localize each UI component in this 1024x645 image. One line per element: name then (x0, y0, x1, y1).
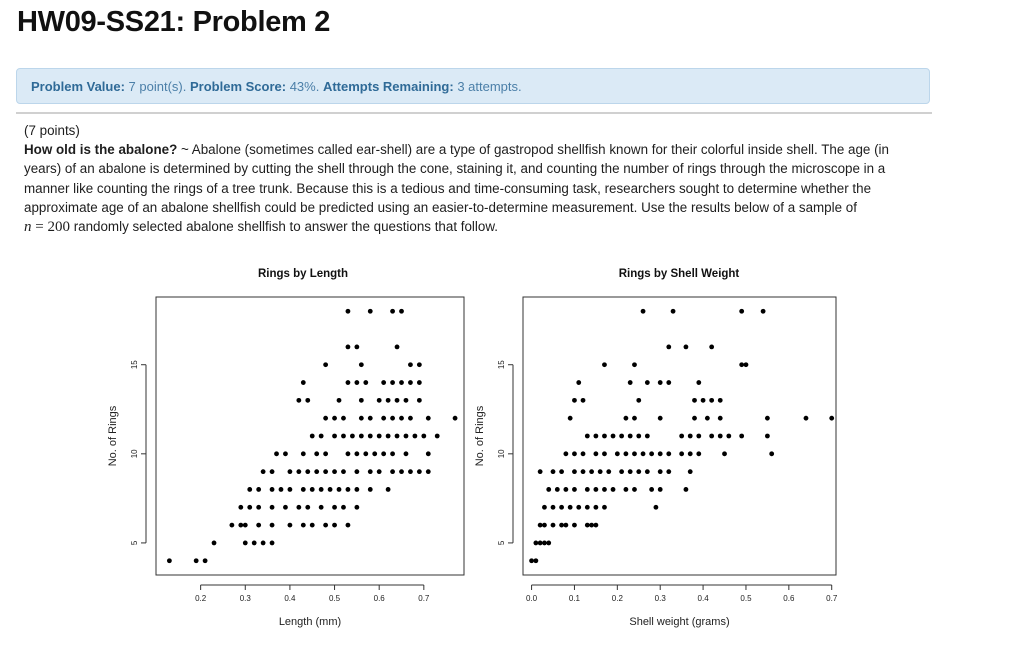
plot2-data-point (632, 362, 637, 367)
plot2-data-point (744, 362, 749, 367)
plot2-data-point (658, 451, 663, 456)
plot2-data-point (581, 451, 586, 456)
plot2-data-point (701, 398, 706, 403)
problem-score: 43%. (289, 78, 320, 94)
plot2-data-point (598, 469, 603, 474)
divider (16, 112, 932, 114)
plot1-data-point (395, 344, 400, 349)
plot2-y-tick-label: 15 (497, 360, 506, 370)
plot1-data-point (323, 416, 328, 421)
plot2-data-point (585, 523, 590, 528)
plot1-data-point (408, 362, 413, 367)
plot1-data-point (354, 451, 359, 456)
plot1-data-point (288, 469, 293, 474)
plot2-data-point (709, 344, 714, 349)
plot1-data-point (346, 309, 351, 314)
plot1-data-point (301, 380, 306, 385)
plot2-data-point (632, 451, 637, 456)
plot1-data-point (395, 434, 400, 439)
plot1-data-point (194, 558, 199, 563)
plot2-data-point (546, 487, 551, 492)
plot2-data-point (611, 487, 616, 492)
plot1-data-point (354, 469, 359, 474)
plot1-data-point (417, 469, 422, 474)
plot2-data-point (688, 469, 693, 474)
plot1-data-point (346, 487, 351, 492)
plot1-x-tick-label: 0.5 (328, 594, 341, 603)
plot1-data-point (270, 523, 275, 528)
problem-body: ~ Abalone (sometimes called ear-shell) are a type of gastropod shellfish known for their colorful inside shell. The age (in years) of an abalone is determined by cutting the shell through the cone, staining it, and counting the number of rings through the microscope in a manner like counting the rings of a tree trunk. Because this is a tedious and time-consuming task, researchers sought to determine whether the approximate age of an abalone shellfish could be predicted using an easier-to-determine measurement. Use the results below of a sample of (24, 142, 889, 215)
plot2-data-point (765, 416, 770, 421)
plot1-data-point (310, 434, 315, 439)
plot2-data-point (538, 523, 543, 528)
plot2-data-point (559, 469, 564, 474)
problem-value: 7 point(s). (128, 78, 187, 94)
plot1-y-tick-label: 15 (130, 360, 139, 370)
plot1-data-point (368, 469, 373, 474)
plot1-data-point (279, 487, 284, 492)
plot1-data-point (296, 505, 301, 510)
plot2-data-point (684, 344, 689, 349)
plot1-data-point (354, 505, 359, 510)
plot1-data-point (390, 451, 395, 456)
plot1-data-point (270, 469, 275, 474)
plot1-data-point (314, 469, 319, 474)
plot1-data-point (319, 505, 324, 510)
plot2-data-point (589, 523, 594, 528)
plot1-data-point (337, 487, 342, 492)
plot1-data-point (323, 523, 328, 528)
plot2-y-tick-label: 5 (497, 540, 506, 546)
plot1-data-point (417, 380, 422, 385)
plot2-x-label: Shell weight (grams) (629, 616, 730, 628)
plot2-data-point (542, 505, 547, 510)
plot2-data-point (769, 451, 774, 456)
math-n: n (24, 219, 32, 236)
plot2-data-point (688, 451, 693, 456)
page-title: HW09-SS21: Problem 2 (17, 6, 331, 38)
plot2-y-tick-label: 10 (497, 449, 506, 459)
plot1-data-point (368, 434, 373, 439)
plot1-data-point (399, 416, 404, 421)
problem-paragraph (24, 140, 914, 237)
plot1-data-point (301, 487, 306, 492)
plot2-data-point (765, 434, 770, 439)
plot2-data-point (641, 451, 646, 456)
plot2-data-point (679, 451, 684, 456)
plot1-data-point (341, 416, 346, 421)
plot1-data-point (377, 434, 382, 439)
plot1-data-point (368, 487, 373, 492)
plot1-data-point (354, 380, 359, 385)
plot1-data-point (350, 434, 355, 439)
plot1-data-point (377, 469, 382, 474)
plot1-data-point (421, 434, 426, 439)
plot1-data-point (368, 416, 373, 421)
plot1-data-point (390, 469, 395, 474)
plot1-data-point (212, 541, 217, 546)
plot1-data-point (390, 309, 395, 314)
plot1-x-tick-label: 0.2 (195, 594, 207, 603)
plot2-data-point (649, 451, 654, 456)
plot2-data-point (692, 416, 697, 421)
plot1-data-point (305, 469, 310, 474)
plot1-data-point (247, 505, 252, 510)
plot1-data-point (381, 451, 386, 456)
scatter-plots (16, 250, 932, 645)
plot2-data-point (709, 398, 714, 403)
plot2-data-point (718, 398, 723, 403)
plot1-data-point (404, 451, 409, 456)
plot2-data-point (666, 451, 671, 456)
plot1-data-point (301, 523, 306, 528)
plot2-data-point (559, 505, 564, 510)
plot1-data-point (346, 344, 351, 349)
plot1-data-point (395, 398, 400, 403)
plot1-data-point (238, 505, 243, 510)
plot2-data-point (572, 523, 577, 528)
plot1-data-point (247, 487, 252, 492)
plot1-data-point (238, 523, 243, 528)
plot1-data-point (229, 523, 234, 528)
plot2-data-point (593, 487, 598, 492)
plot1-data-point (328, 487, 333, 492)
plot1-data-point (346, 380, 351, 385)
plot2-data-point (658, 469, 663, 474)
plot2-data-point (619, 434, 624, 439)
plot1-data-point (270, 487, 275, 492)
plot1-data-point (381, 380, 386, 385)
plot2-data-point (666, 344, 671, 349)
plot2-title: Rings by Shell Weight (618, 268, 740, 280)
plot2-data-point (624, 451, 629, 456)
plot1-data-point (319, 434, 324, 439)
plot1-y-label: No. of Rings (107, 405, 119, 467)
plot2-data-point (658, 487, 663, 492)
plot2-data-point (658, 380, 663, 385)
plot2-data-point (666, 380, 671, 385)
plot1-data-point (261, 469, 266, 474)
plot2-data-point (559, 523, 564, 528)
plot2-data-point (602, 487, 607, 492)
plot2-data-point (645, 434, 650, 439)
plot2-data-point (589, 469, 594, 474)
plot2-x-tick-label: 0.6 (783, 594, 795, 603)
plot1-data-point (337, 398, 342, 403)
plot1-data-point (426, 451, 431, 456)
plot1-data-point (381, 416, 386, 421)
plot1-data-point (399, 469, 404, 474)
plot1-data-point (404, 398, 409, 403)
plot2-data-point (563, 451, 568, 456)
plot1-data-point (359, 416, 364, 421)
plot1-data-point (408, 380, 413, 385)
plot1-data-point (332, 416, 337, 421)
plot1-data-point (319, 487, 324, 492)
plot2-data-point (533, 541, 538, 546)
plot2-data-point (602, 451, 607, 456)
plot1-data-point (417, 362, 422, 367)
plot1-data-point (390, 380, 395, 385)
plot1-data-point (243, 523, 248, 528)
plot2-data-point (709, 434, 714, 439)
plot2-data-point (602, 362, 607, 367)
plot2-data-point (529, 558, 534, 563)
plot1-x-tick-label: 0.4 (284, 594, 296, 603)
plot1-data-point (305, 398, 310, 403)
plot1-data-point (323, 362, 328, 367)
plot2-data-point (624, 416, 629, 421)
plot1-data-point (386, 398, 391, 403)
plot2-data-point (581, 469, 586, 474)
plot1-data-point (167, 558, 172, 563)
plot1-data-point (296, 469, 301, 474)
problem-score-label: Problem Score: (189, 78, 287, 94)
plot2-data-point (546, 541, 551, 546)
plot2-data-point (551, 505, 556, 510)
math-n-value: 200 (47, 219, 70, 236)
plot2-data-point (654, 505, 659, 510)
plot2-data-point (636, 434, 641, 439)
plot1-data-point (270, 505, 275, 510)
plot2-data-point (636, 398, 641, 403)
plot2-data-point (572, 451, 577, 456)
plot2-data-point (593, 523, 598, 528)
plot2-x-tick-label: 0.2 (611, 594, 623, 603)
plot2-x-tick-label: 0.0 (526, 594, 538, 603)
plot2-x-tick-label: 0.5 (740, 594, 752, 603)
plot2-data-point (679, 434, 684, 439)
plot1-data-point (256, 523, 261, 528)
plot2-x-tick-label: 0.7 (826, 594, 838, 603)
plot1-data-point (390, 416, 395, 421)
plot1-data-point (417, 398, 422, 403)
plot1-data-point (363, 380, 368, 385)
plot2-data-point (619, 469, 624, 474)
plot2-data-point (585, 487, 590, 492)
plot2-data-point (641, 309, 646, 314)
plot2-data-point (572, 469, 577, 474)
plot2-data-point (645, 469, 650, 474)
plot2-data-point (572, 487, 577, 492)
plot1-data-point (261, 541, 266, 546)
plot2-data-point (551, 469, 556, 474)
plot1-data-point (359, 362, 364, 367)
plot2-data-point (718, 434, 723, 439)
plot1-x-tick-label: 0.7 (418, 594, 430, 603)
plot2-data-point (696, 380, 701, 385)
plot1-x-tick-label: 0.6 (373, 594, 385, 603)
math-equals: = (31, 219, 48, 236)
plot2-data-point (696, 434, 701, 439)
plot2-data-point (829, 416, 834, 421)
plot1-data-point (372, 451, 377, 456)
plot2-data-point (804, 416, 809, 421)
plot2-data-point (576, 380, 581, 385)
plot1-data-point (354, 487, 359, 492)
plot1-y-tick-label: 10 (130, 449, 139, 459)
plot2-data-point (739, 309, 744, 314)
plot1-data-point (283, 451, 288, 456)
plot1-data-point (314, 451, 319, 456)
plot1-data-point (341, 505, 346, 510)
plot2-data-point (585, 434, 590, 439)
plot1-x-label: Length (mm) (278, 616, 342, 628)
plot1-data-point (332, 505, 337, 510)
plot1-data-point (435, 434, 440, 439)
plot1-data-point (368, 309, 373, 314)
plot2-data-point (538, 541, 543, 546)
plot1-y-tick-label: 5 (130, 540, 139, 546)
plot2-data-point (576, 505, 581, 510)
plot2-data-point (593, 434, 598, 439)
plot1-data-point (346, 451, 351, 456)
plot1-data-point (386, 434, 391, 439)
plot2-data-point (581, 398, 586, 403)
plot1-data-point (408, 416, 413, 421)
plot1-data-point (288, 487, 293, 492)
plot2-data-point (739, 434, 744, 439)
plot1-data-point (256, 487, 261, 492)
plot2-data-point (649, 487, 654, 492)
plot2-data-point (555, 487, 560, 492)
plot2-data-point (726, 434, 731, 439)
plot1-data-point (283, 505, 288, 510)
plot1-data-point (377, 398, 382, 403)
plot1-data-point (386, 487, 391, 492)
plot2-data-point (645, 380, 650, 385)
plot2-data-point (602, 505, 607, 510)
plot1-data-point (252, 541, 257, 546)
plot1-data-point (453, 416, 458, 421)
plot2-data-point (705, 416, 710, 421)
plot1-x-tick-label: 0.3 (239, 594, 251, 603)
plot2-data-point (761, 309, 766, 314)
plot2-x-tick-label: 0.4 (697, 594, 709, 603)
plot1-data-point (305, 505, 310, 510)
plot1-data-point (203, 558, 208, 563)
plot2-data-point (718, 416, 723, 421)
plot1-data-point (363, 451, 368, 456)
plot1-data-point (323, 469, 328, 474)
plot1-data-point (301, 451, 306, 456)
plot2-data-point (692, 398, 697, 403)
plot1-data-point (288, 523, 293, 528)
plot2-data-point (696, 451, 701, 456)
plot1-data-point (341, 434, 346, 439)
attempts-remaining: 3 attempts. (457, 78, 522, 94)
plot1-data-point (296, 398, 301, 403)
plot2-y-label: No. of Rings (474, 405, 486, 467)
plot1-data-point (323, 451, 328, 456)
plot2-data-point (632, 487, 637, 492)
plot1-data-point (426, 469, 431, 474)
plot1-data-point (426, 416, 431, 421)
plot1-data-point (274, 451, 279, 456)
plot2-x-tick-label: 0.3 (654, 594, 666, 603)
plot2-data-point (739, 362, 744, 367)
plot2-data-point (722, 451, 727, 456)
problem-tail: randomly selected abalone shellfish to answer the questions that follow. (69, 219, 498, 235)
plot1-data-point (359, 398, 364, 403)
figure-area (16, 250, 932, 645)
plot2-data-point (606, 469, 611, 474)
plot2-data-point (538, 469, 543, 474)
plot2-data-point (542, 541, 547, 546)
plot2-data-point (585, 505, 590, 510)
plot1-data-point (270, 541, 275, 546)
plot1-data-point (243, 541, 248, 546)
plot2-data-point (572, 398, 577, 403)
plot2-data-point (568, 505, 573, 510)
plot1-data-point (310, 487, 315, 492)
plot2-data-point (684, 487, 689, 492)
plot1-data-point (399, 380, 404, 385)
plot1-title: Rings by Length (257, 268, 349, 280)
plot2-data-point (611, 434, 616, 439)
plot1-data-point (399, 309, 404, 314)
plot2-data-point (658, 416, 663, 421)
plot2-data-point (628, 434, 633, 439)
plot2-data-point (563, 487, 568, 492)
plot1-data-point (412, 434, 417, 439)
plot1-data-point (341, 469, 346, 474)
plot2-data-point (533, 558, 538, 563)
plot2-data-point (628, 469, 633, 474)
plot2-data-point (688, 434, 693, 439)
plot2-x-tick-label: 0.1 (568, 594, 581, 603)
plot2-data-point (568, 416, 573, 421)
problem-status-banner (16, 68, 930, 104)
plot2-data-point (551, 523, 556, 528)
plot1-data-point (332, 523, 337, 528)
plot2-data-point (563, 523, 568, 528)
plot2-data-point (636, 469, 641, 474)
plot1-data-point (332, 434, 337, 439)
plot2-data-point (628, 380, 633, 385)
plot2-data-point (593, 451, 598, 456)
plot1-data-point (354, 344, 359, 349)
problem-lead: How old is the abalone? (24, 142, 178, 158)
plot1-data-point (359, 434, 364, 439)
problem-points: (7 points) (24, 123, 80, 138)
plot1-data-point (310, 523, 315, 528)
plot1-data-point (346, 523, 351, 528)
plot1-data-point (408, 469, 413, 474)
problem-value-label: Problem Value: (31, 78, 125, 94)
attempts-remaining-label: Attempts Remaining: (322, 78, 454, 94)
plot2-data-point (542, 523, 547, 528)
plot2-data-point (615, 451, 620, 456)
problem-text (24, 121, 914, 237)
plot2-data-point (632, 416, 637, 421)
plot1-data-point (332, 469, 337, 474)
plot1-data-point (256, 505, 261, 510)
plot2-data-point (666, 469, 671, 474)
plot2-data-point (593, 505, 598, 510)
plot2-data-point (624, 487, 629, 492)
plot2-data-point (602, 434, 607, 439)
plot1-data-point (404, 434, 409, 439)
plot2-data-point (671, 309, 676, 314)
